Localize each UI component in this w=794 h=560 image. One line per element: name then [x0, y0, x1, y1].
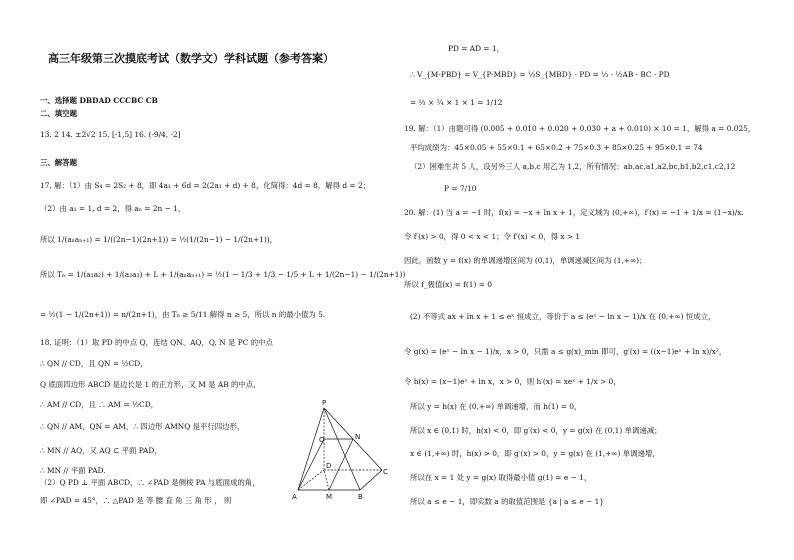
answer-line: 一、选择题 DBDAD CCCBC CB — [40, 96, 158, 105]
answer-line: 令 g(x) = (eˣ − ln x − 1)/x，x > 0，只需 a ≤ g(x)_min 即可，g′(x) = ((x−1)eˣ + ln x)/x²， — [404, 347, 727, 356]
segment-AQ — [298, 439, 324, 490]
answer-line: 18. 证明：（1）取 PD 的中点 Q，连结 QN、AQ，Q, N 是 PC 的中点 — [40, 338, 273, 347]
answer-line: ∴ QN // CD，且 QN = ½CD， — [40, 359, 148, 368]
vertex-label-C: C — [383, 468, 388, 476]
answer-line: 13. 2 14. ±2√2 15. [-1,5] 16. (-9/4, -2] — [40, 130, 181, 139]
vertex-label-N: N — [355, 433, 361, 441]
answer-line: 即 ∠PAD = 45°，∴ △PAD 是 等 腰 直 角 三 角 形 ， 则 — [40, 496, 232, 505]
vertex-label-A: A — [292, 493, 297, 501]
answer-line: 所以 y = h(x) 在 (0,+∞) 单调递增，而 h(1) = 0， — [410, 402, 582, 411]
vertex-label-M: M — [326, 493, 333, 501]
edge-AD — [298, 470, 324, 490]
answer-line: (2) 不等式 ax + ln x + 1 ≤ eˣ 恒成立，等价于 a ≤ (eˣ − ln x − 1)/x 在 (0,+∞) 恒成立， — [410, 312, 716, 321]
document-title: 高三年级第三次摸底考试（数学文）学科试题（参考答案） — [48, 52, 334, 65]
answer-line: （2）由 a₁ = 1, d = 2，得 aₙ = 2n − 1， — [40, 204, 186, 213]
vertex-label-P: P — [322, 399, 327, 407]
section-heading: 二、填空题 — [40, 109, 77, 118]
answer-line: 所以 a ≤ e − 1，即实数 a 的取值范围是 {a | a ≤ e − 1} — [410, 497, 605, 506]
answer-line: 因此，函数 y = f(x) 的单调递增区间为 (0,1)，单调递减区间为 (1,+∞)； — [404, 256, 647, 265]
answer-line: ∴ QN // AM，QN = AM，∴ 四边形 AMNQ 是平行四边形， — [40, 422, 245, 431]
answer-line: ∴ MN // 平面 PAD. — [40, 466, 106, 475]
segment-MD — [324, 470, 329, 490]
answer-line: 所以 Tₙ = 1/(a₁a₂) + 1/(a₂a₃) + L + 1/(aₙaₙ₊₁) = ½(1 − 1/3 + 1/3 − 1/5 + L + 1/(2n−1) − 1/(2n+1)) — [40, 270, 406, 279]
answer-line: = ½(1 − 1/(2n+1)) = n/(2n+1)，由 Tₙ ≥ 5/11 解得 n ≥ 5，所以 n 的最小值为 5. — [40, 310, 326, 319]
edge-PA — [298, 408, 324, 490]
answer-line: （2）困难生共 5 人，设另外三人 a,b,c 用乙为 1,2，所有情况：ab,ac,a1,a2,bc,b1,b2,c1,c2,12 — [410, 162, 736, 171]
answer-line: PD = AD = 1， — [448, 44, 505, 53]
answer-line: 所以在 x = 1 处 y = g(x) 取得最小值 g(1) = e − 1， — [410, 473, 592, 482]
edge-PB — [324, 408, 360, 490]
answer-line: 所以 f_极值(x) = f(1) = 0 — [404, 280, 492, 289]
edge-BC — [360, 470, 382, 490]
vertex-label-B: B — [358, 493, 363, 501]
answer-line: 19. 解：（1）由题可得 (0.005 + 0.010 + 0.020 + 0.030 + a + 0.010) × 10 = 1，解得 a = 0.025， — [404, 124, 756, 133]
answer-line: P = 7/10 — [444, 184, 477, 193]
section-heading: 三、解答题 — [40, 158, 77, 167]
answer-line: x ∈ (1,+∞) 时，h(x) > 0，即 g′(x) > 0，y = g(x) 在 (1,+∞) 单调递增， — [410, 449, 660, 458]
answer-line: （2）Q PD ⊥ 平面 ABCD，∴ ∠PAD 是侧棱 PA 与底面成的角， — [40, 478, 260, 487]
answer-line: 所以 1/(aₙaₙ₊₁) = 1/((2n−1)(2n+1)) = ½(1/(2n−1) − 1/(2n+1))， — [40, 235, 277, 244]
answer-line: ∴ AM // CD，且 ∴ AM = ½CD， — [40, 400, 159, 409]
answer-line: Q 底面四边形 ABCD 是边长是 1 的正方形，又 M 是 AB 的中点， — [40, 380, 261, 389]
answer-line: 令 h(x) = (x−1)eˣ + ln x，x > 0，则 h′(x) = xeˣ + 1/x > 0， — [404, 377, 621, 386]
answer-line: 所以 x ∈ (0,1) 时，h(x) < 0，即 g′(x) < 0，y = g(x) 在 (0,1) 单调递减； — [410, 426, 662, 435]
answer-line: 令 f′(x) > 0，得 0 < x < 1；令 f′(x) < 0，得 x > 1 — [404, 232, 581, 241]
answer-line: ∴ V_{M-PBD} = V_{P-MBD} = ⅓S_{MBD} · PD = ⅓ · ½AB · BC · PD — [410, 70, 670, 79]
answer-line: 20. 解：(1) 当 a = −1 时，f(x) = −x + ln x + 1，定义域为 (0,+∞)，f′(x) = −1 + 1/x = (1−x)/x. — [404, 208, 744, 217]
vertex-label-D: D — [326, 462, 332, 470]
answer-line: 平均成绩为：45×0.05 + 55×0.1 + 65×0.2 + 75×0.3 + 85×0.25 + 95×0.1 = 74 — [410, 143, 703, 152]
answer-line: ∴ MN // AQ，又 AQ ⊂ 平面 PAD， — [40, 446, 162, 455]
vertex-label-Q: Q — [319, 436, 325, 444]
answer-line: = ⅓ × ¼ × 1 × 1 = 1/12 — [410, 98, 503, 107]
pyramid-figure — [288, 398, 388, 502]
answer-line: 17. 解：（1）由 S₄ = 2S₂ + 8，即 4a₁ + 6d = 2(2a₁ + d) + 8，化简得：4d = 8，解得 d = 2； — [40, 181, 371, 190]
